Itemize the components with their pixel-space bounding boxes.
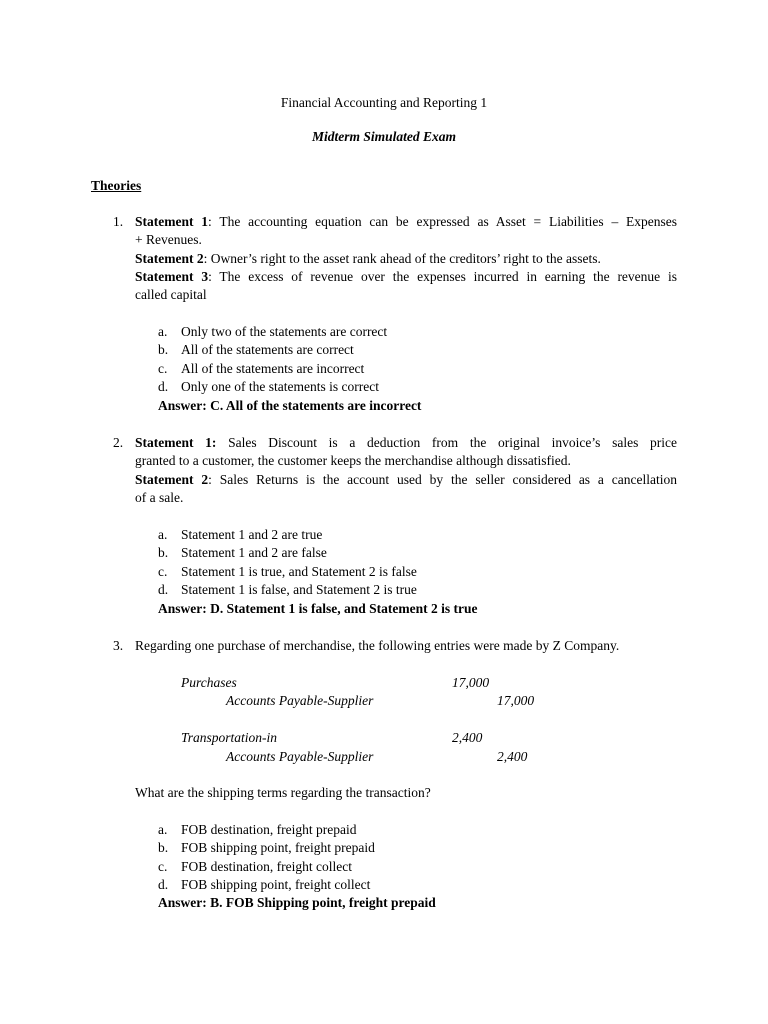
statement-1-continued: + Revenues. xyxy=(135,232,202,247)
option-text: FOB destination, freight collect xyxy=(181,859,352,874)
option-letter: a. xyxy=(158,822,168,837)
question-number: 2. xyxy=(113,435,124,450)
option-text: Only one of the statements is correct xyxy=(181,379,379,394)
option-letter: d. xyxy=(158,877,169,892)
option-text: Only two of the statements are correct xyxy=(181,324,388,339)
answer: Answer: C. All of the statements are incorrect xyxy=(158,398,422,413)
statement-text: : The accounting equation can be expressed as Asset = Liabilities – Expenses xyxy=(208,214,677,229)
debit-amount: 17,000 xyxy=(452,675,490,690)
statement-label: Statement 2 xyxy=(135,251,204,266)
section-heading: Theories xyxy=(91,178,142,193)
option-letter: d. xyxy=(158,582,169,597)
statement-label: Statement 1 xyxy=(135,214,209,229)
statement-label: Statement 3 xyxy=(135,269,209,284)
credit-account: Accounts Payable-Supplier xyxy=(226,693,374,708)
statement-3 xyxy=(135,268,677,286)
debit-amount: 2,400 xyxy=(452,730,483,745)
question-number: 3. xyxy=(113,638,124,653)
option-letter: c. xyxy=(158,564,168,579)
credit-account: Accounts Payable-Supplier xyxy=(226,749,374,764)
statement-2 xyxy=(135,250,601,268)
option-text: Statement 1 is false, and Statement 2 is true xyxy=(181,582,417,597)
option-letter: a. xyxy=(158,324,168,339)
option-text: Statement 1 is true, and Statement 2 is false xyxy=(181,564,417,579)
statement-1 xyxy=(135,434,677,452)
statement-2 xyxy=(135,471,677,489)
debit-account: Purchases xyxy=(181,675,237,690)
credit-amount: 17,000 xyxy=(497,693,535,708)
option-letter: d. xyxy=(158,379,169,394)
option-letter: c. xyxy=(158,361,168,376)
credit-amount: 2,400 xyxy=(497,749,528,764)
statement-3-continued: called capital xyxy=(135,287,207,302)
statement-text: : Sales Returns is the account used by the seller considered as a cancellation xyxy=(208,472,677,487)
statement-label: Statement 1: xyxy=(135,435,217,450)
statement-label: Statement 2 xyxy=(135,472,209,487)
statement-1 xyxy=(135,213,677,231)
answer: Answer: B. FOB Shipping point, freight prepaid xyxy=(158,895,436,910)
option-letter: b. xyxy=(158,342,169,357)
shipping-question: What are the shipping terms regarding the transaction? xyxy=(135,785,431,800)
document-subtitle: Midterm Simulated Exam xyxy=(311,129,457,144)
debit-account: Transportation-in xyxy=(181,730,278,745)
question-prompt: Regarding one purchase of merchandise, the following entries were made by Z Company. xyxy=(135,638,620,653)
option-letter: a. xyxy=(158,527,168,542)
option-text: Statement 1 and 2 are false xyxy=(181,545,327,560)
option-text: All of the statements are correct xyxy=(181,342,354,357)
option-text: All of the statements are incorrect xyxy=(181,361,365,376)
option-letter: b. xyxy=(158,840,169,855)
statement-text: : Owner’s right to the asset rank ahead of the creditors’ right to the assets. xyxy=(203,251,601,266)
option-text: Statement 1 and 2 are true xyxy=(181,527,323,542)
option-text: FOB shipping point, freight prepaid xyxy=(181,840,375,855)
option-letter: b. xyxy=(158,545,169,560)
statement-2-continued: of a sale. xyxy=(135,490,184,505)
statement-text: Sales Discount is a deduction from the original invoice’s sales price xyxy=(216,435,677,450)
option-text: FOB shipping point, freight collect xyxy=(181,877,371,892)
question-number: 1. xyxy=(113,214,124,229)
statement-1-continued: granted to a customer, the customer keeps the merchandise although dissatisfied. xyxy=(135,453,571,468)
answer: Answer: D. Statement 1 is false, and Statement 2 is true xyxy=(158,601,478,616)
option-text: FOB destination, freight prepaid xyxy=(181,822,357,837)
option-letter: c. xyxy=(158,859,168,874)
document-title: Financial Accounting and Reporting 1 xyxy=(280,95,488,110)
statement-text: : The excess of revenue over the expenses incurred in earning the revenue is xyxy=(208,269,678,284)
